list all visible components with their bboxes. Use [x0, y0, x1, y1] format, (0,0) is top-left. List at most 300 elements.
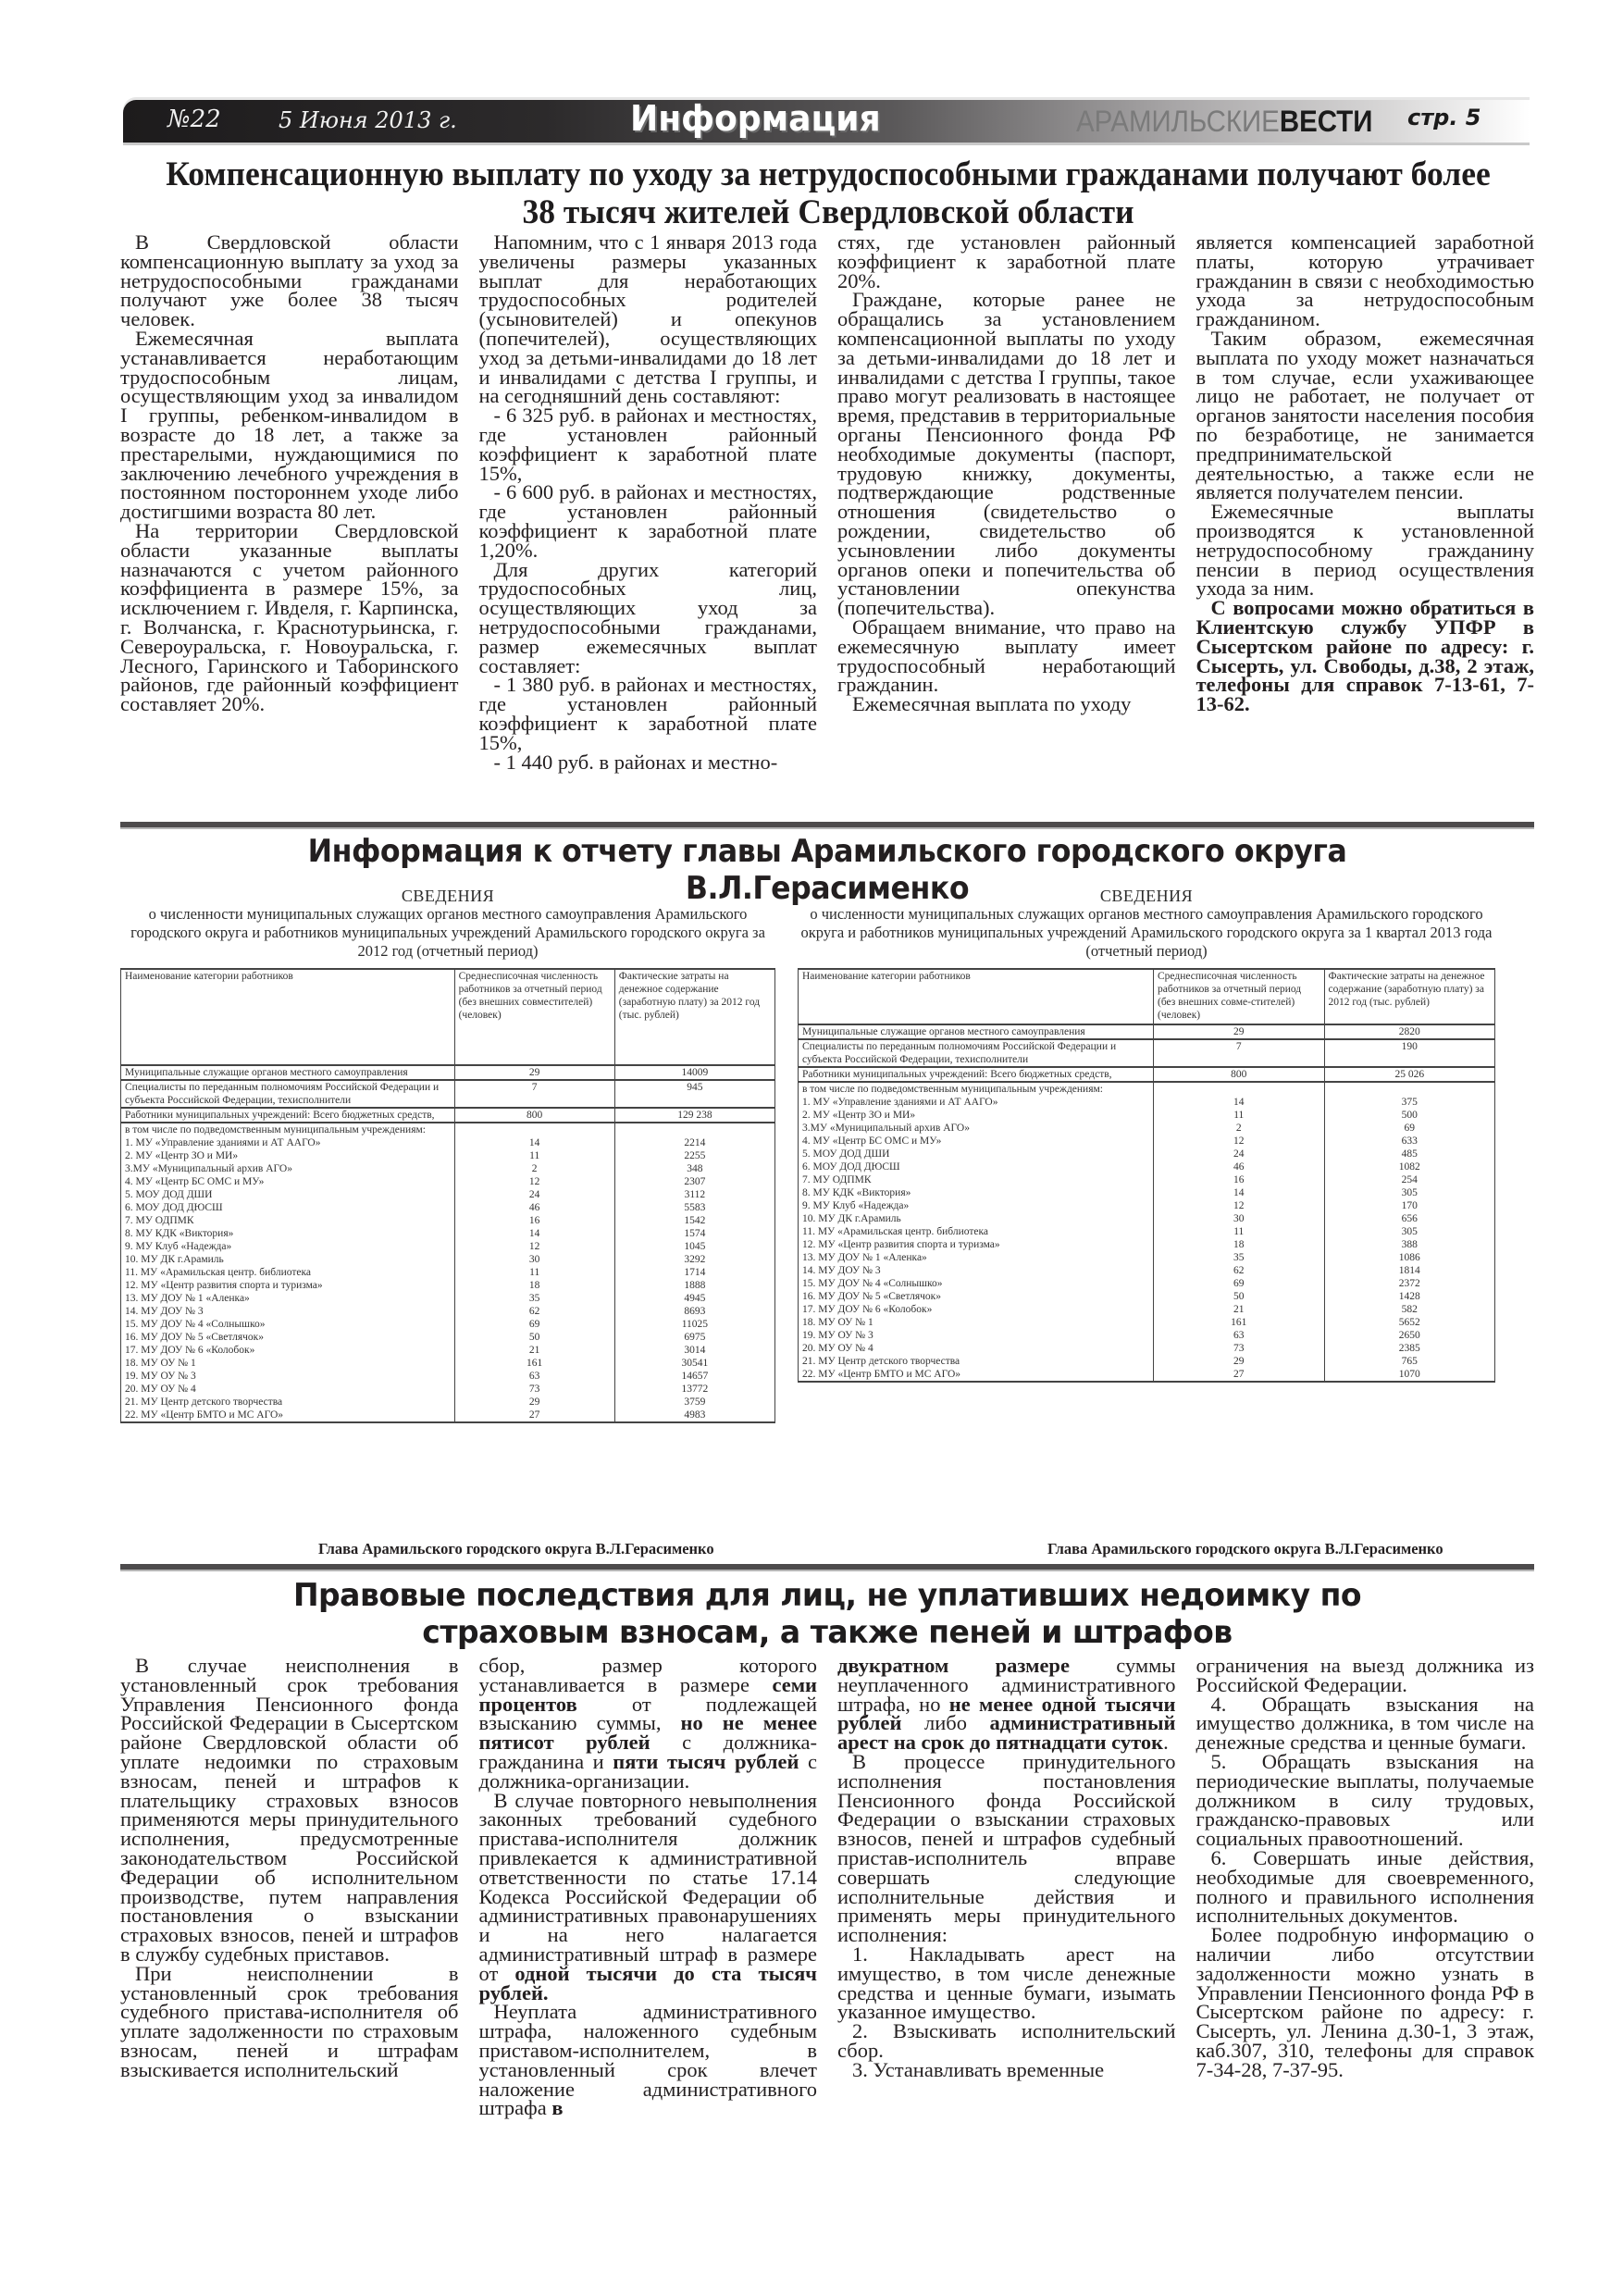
row-cost: 1082 [1324, 1160, 1495, 1173]
row-cost: 6975 [614, 1331, 774, 1344]
row-cost: 30541 [614, 1357, 774, 1370]
row-name: 3.МУ «Муниципальный архив АГО» [799, 1122, 1154, 1135]
paragraph: - 6 600 руб. в районах и местностях, где установлен районный коэффициент к заработной плате 1,20%. [478, 480, 817, 562]
text: В случае повторного невыполнения законных требований судебного пристава-исполнителя должник привлекается к административной ответственности по статье 17.14 Кодекса Российской Федерации об административных правонарушениях и на него налагается административный штраф в размере от [478, 1788, 817, 1985]
article1-column-2 [478, 230, 818, 816]
row-cost: 4945 [614, 1292, 774, 1305]
table-row [121, 1149, 775, 1162]
summary-row [799, 1039, 1495, 1067]
column-header: Среднесписочная численность работников за отчетный период (без внешних совме-стителей) (человек) [1154, 969, 1324, 1024]
row-cost: 2372 [1324, 1277, 1495, 1290]
row-name: 20. МУ ОУ № 4 [121, 1383, 455, 1396]
report-2013q1-table [798, 968, 1495, 1383]
column-header: Среднесписочная численность работников за отчетный период (без внешних совместителей) (человек) [454, 969, 614, 1065]
paragraph: является компенсацией заработной платы, которую утрачивает гражданин в связи с необходимостью ухода за нетрудоспособным гражданином. [1196, 230, 1534, 331]
row-cost: 2385 [1324, 1342, 1495, 1355]
row-count: 11 [454, 1149, 614, 1162]
page-header-bar [123, 100, 1530, 143]
table-row [799, 1316, 1495, 1329]
row-cost: 1428 [1324, 1290, 1495, 1303]
article3-column-2 [478, 1654, 818, 2212]
row-cost: 305 [1324, 1186, 1495, 1199]
row-count: 11 [1154, 1109, 1324, 1122]
row-count: 7 [454, 1080, 614, 1108]
table-row [799, 1290, 1495, 1303]
row-count: 14 [1154, 1186, 1324, 1199]
table-row [121, 1344, 775, 1357]
row-cost: 2307 [614, 1175, 774, 1188]
summary-row [121, 1080, 775, 1108]
row-count: 14 [454, 1227, 614, 1240]
table-row [121, 1292, 775, 1305]
report-2012 [120, 887, 775, 1423]
paragraph: - 1 440 руб. в районах и местно- [493, 750, 778, 774]
row-name: 11. МУ «Арамильская центр. библиотека [121, 1266, 455, 1279]
row-count: 12 [454, 1240, 614, 1253]
table-row [121, 1331, 775, 1344]
table-row [799, 1368, 1495, 1382]
row-cost: 500 [1324, 1109, 1495, 1122]
row-count: 29 [454, 1065, 614, 1080]
table-row [799, 1303, 1495, 1316]
summary-row [121, 1108, 775, 1123]
paragraph [478, 1788, 818, 2004]
row-name: Работники муниципальных учреждений: Всего бюджетных средств, [799, 1067, 1154, 1082]
table-row [799, 1264, 1495, 1277]
paragraph [478, 1654, 818, 1793]
row-cost: 3292 [614, 1253, 774, 1266]
table-row [799, 1135, 1495, 1148]
row-count: 16 [1154, 1173, 1324, 1186]
report-heading [120, 887, 775, 961]
table-row [799, 1277, 1495, 1290]
table-row [121, 1266, 775, 1279]
paragraph: Ежемесячная выплата устанавливается неработающим трудоспособным лицам, осуществляющим уход за инвалидом I группы, ребенком-инвалидом в возрасте до 18 лет, а также за престарелыми, нуждающимися по заключению лечебного учреждения в постоянном постороннем уходе либо достигшими возраста 80 лет. [120, 326, 459, 524]
row-count: 12 [454, 1175, 614, 1188]
paragraph: 3. Устанавливать временные [852, 2057, 1105, 2081]
table-row [799, 1199, 1495, 1212]
row-cost: 11025 [614, 1318, 774, 1331]
issue-number: №22 [167, 105, 221, 133]
text: суммы неуплаченного административного штрафа, но [837, 1654, 1176, 1716]
text: Неуплата административного штрафа, наложенного судебным приставом-исполнителем, в установленный срок влечет наложение административного штрафа [478, 2000, 817, 2120]
row-name: 18. МУ ОУ № 1 [799, 1316, 1154, 1329]
row-count: 73 [454, 1383, 614, 1396]
table-row [799, 1342, 1495, 1355]
row-cost: 388 [1324, 1238, 1495, 1251]
article1-headline: Компенсационную выплату по уходу за нетрудоспособными гражданами получают более 38 тысяч жителей Свердловской области [166, 155, 1491, 231]
row-cost: 3014 [614, 1344, 774, 1357]
row-count: 69 [1154, 1277, 1324, 1290]
paragraph: 1. Накладывать арест на имущество, в том числе денежные средства и ценные бумаги, изымать указанное имущество. [837, 1942, 1176, 2024]
row-name: 10. МУ ДК г.Арамиль [799, 1212, 1154, 1225]
row-cost: 1045 [614, 1240, 774, 1253]
row-count: 12 [1154, 1199, 1324, 1212]
row-cost: 2214 [614, 1136, 774, 1149]
row-cost: 25 026 [1324, 1067, 1495, 1082]
text: . [1163, 1731, 1169, 1755]
row-name: 20. МУ ОУ № 4 [799, 1342, 1154, 1355]
table-row [799, 1173, 1495, 1186]
report-subtitle: о численности муниципальных служащих органов местного самоуправления Арамильского городского округа и работников муниципальных учреждений Арамильского городского округа за 1 квартал 2013 года (отчетный период) [800, 905, 1493, 960]
row-name: Работники муниципальных учреждений: Всего бюджетных средств, [121, 1108, 455, 1123]
row-cost: 4983 [614, 1409, 774, 1422]
row-count: 27 [1154, 1368, 1324, 1382]
table-row [799, 1096, 1495, 1109]
page-number: стр. 5 [1407, 105, 1481, 130]
row-count: 161 [1154, 1316, 1324, 1329]
table-row [121, 1279, 775, 1292]
row-name: 2. МУ «Центр ЗО и МИ» [121, 1149, 455, 1162]
row-name: 5. МОУ ДОД ДШИ [121, 1188, 455, 1201]
row-count: 11 [1154, 1225, 1324, 1238]
text: либо [901, 1711, 990, 1735]
table-row [799, 1251, 1495, 1264]
paragraph: Ежемесячные выплаты производятся к установленной нетрудоспособному гражданину пенсии в период осуществления ухода за ним. [1196, 500, 1534, 601]
empty-cell [454, 1123, 614, 1136]
row-count: 69 [454, 1318, 614, 1331]
text: сбор, размер которого устанавливается в размере [478, 1654, 817, 1696]
row-cost: 8693 [614, 1305, 774, 1318]
row-count: 18 [454, 1279, 614, 1292]
paragraph: 4. Обращать взыскания на имущество должника, в том числе на денежные средства и ценные бумаги. [1196, 1692, 1534, 1755]
table-row [799, 1148, 1495, 1160]
row-name: 9. МУ Клуб «Надежда» [121, 1240, 455, 1253]
row-count: 800 [1154, 1067, 1324, 1082]
summary-row [799, 1024, 1495, 1039]
table-row [121, 1175, 775, 1188]
row-count: 21 [454, 1344, 614, 1357]
row-cost: 129 238 [614, 1108, 774, 1123]
paragraph: При неисполнении в установленный срок требования судебного пристава-исполнителя об уплате задолженности по страховым взносам, пеней и штрафам взыскивается исполнительский [120, 1961, 459, 2081]
article1-column-1 [120, 230, 459, 816]
empty-cell [1324, 1082, 1495, 1096]
article1-body [120, 230, 1534, 816]
row-cost: 305 [1324, 1225, 1495, 1238]
row-cost: 348 [614, 1162, 774, 1175]
table-header-row [799, 969, 1495, 1024]
table-row [799, 1238, 1495, 1251]
row-name: 22. МУ «Центр БМТО и МС АГО» [799, 1368, 1154, 1382]
table-row [121, 1253, 775, 1266]
row-cost: 3759 [614, 1396, 774, 1409]
row-name: 10. МУ ДК г.Арамиль [121, 1253, 455, 1266]
row-count: 63 [454, 1370, 614, 1383]
row-name: 4. МУ «Центр БС ОМС и МУ» [121, 1175, 455, 1188]
row-count: 27 [454, 1409, 614, 1422]
report-2013q1 [798, 887, 1495, 1383]
row-cost: 656 [1324, 1212, 1495, 1225]
row-count: 29 [454, 1396, 614, 1409]
row-name: 18. МУ ОУ № 1 [121, 1357, 455, 1370]
row-count: 46 [454, 1201, 614, 1214]
row-name: 11. МУ «Арамильская центр. библиотека [799, 1225, 1154, 1238]
headline-line-2: страховым взносам, а также пеней и штрафов [422, 1614, 1233, 1651]
row-cost: 3112 [614, 1188, 774, 1201]
bold-text: но не менее пятисот рублей [478, 1711, 817, 1755]
row-count: 63 [1154, 1329, 1324, 1342]
column-header: Наименование категории работников [799, 969, 1154, 1024]
subheader-row [799, 1082, 1495, 1096]
paragraph: На территории Свердловской области указанные выплаты назначаются с учетом районного коэффициента в размере 15%, за исключением г. Ивделя, г. Карпинска, г. Волчанска, г. Краснотурьинска, г. Североуральска, г. Новоуральска, г. Лесного, Гаринского и Таборинского районов, где районный коэффициент составляет 20%. [120, 518, 459, 716]
headline-line-1: Правовые последствия для лиц, не уплативших недоимку по [292, 1577, 1362, 1614]
row-cost: 5583 [614, 1201, 774, 1214]
paragraph: 2. Взыскивать исполнительский сбор. [837, 2019, 1176, 2062]
row-count: 30 [1154, 1212, 1324, 1225]
row-name: 15. МУ ДОУ № 4 «Солнышко» [121, 1318, 455, 1331]
row-name: Специалисты по переданным полномочиям Российской Федерации и субъекта Российской Федерации, техисполнители [799, 1039, 1154, 1067]
row-name: 16. МУ ДОУ № 5 «Светлячок» [121, 1331, 455, 1344]
row-name: 19. МУ ОУ № 3 [799, 1329, 1154, 1342]
row-count: 29 [1154, 1355, 1324, 1368]
text: с должника-организации. [478, 1749, 817, 1793]
row-name: Специалисты по переданным полномочиям Российской Федерации и субъекта Российской Федерации, техисполнители [121, 1080, 455, 1108]
contact-text: С вопросами можно обратиться в Клиентскую службу УПФР в Сысертском районе по адресу: г. Сысерть, ул. Свободы, д.38, 2 этаж, телефоны для справок 7-13-61, 7-13-62. [1196, 596, 1534, 716]
paragraph: - 6 325 руб. в районах и местностях, где установлен районный коэффициент к заработной плате 15%, [478, 403, 817, 485]
row-count: 18 [1154, 1238, 1324, 1251]
report-heading [798, 887, 1495, 961]
paragraph: Для других категорий трудоспособных лиц, осуществляющих уход за нетрудоспособными гражданами, размер ежемесячных выплат составляет: [478, 557, 817, 677]
section-divider [120, 822, 1534, 829]
row-name: 9. МУ Клуб «Надежда» [799, 1199, 1154, 1212]
signature-2013: Глава Арамильского городского округа В.Л.Герасименко [1047, 1540, 1443, 1558]
row-name: 21. МУ Центр детского творчества [121, 1396, 455, 1409]
row-count: 50 [454, 1331, 614, 1344]
brand-bold: ВЕСТИ [1279, 105, 1373, 138]
row-cost: 945 [614, 1080, 774, 1108]
row-count: 29 [1154, 1024, 1324, 1039]
row-count: 30 [454, 1253, 614, 1266]
table-row [121, 1162, 775, 1175]
row-cost: 1574 [614, 1227, 774, 1240]
table-row [121, 1396, 775, 1409]
subheader-row [121, 1123, 775, 1136]
table-row [799, 1355, 1495, 1368]
row-name: 14. МУ ДОУ № 3 [121, 1305, 455, 1318]
row-cost: 254 [1324, 1173, 1495, 1186]
text: от подлежащей взысканию суммы, [478, 1692, 817, 1735]
paragraph: Напомним, что с 1 января 2013 года увеличены размеры указанных выплат для неработающих трудоспособных родителей (усыновителей) и опекунов (попечителей), осуществляющих уход за детьми-инвалидами до 18 лет и инвалидами с детства I группы, и на сегодняшний день составляют: [478, 230, 817, 408]
table-row [799, 1186, 1495, 1199]
row-count: 62 [454, 1305, 614, 1318]
paragraph: Ежемесячная выплата по уходу [852, 692, 1132, 716]
table-row [121, 1383, 775, 1396]
table-row [799, 1160, 1495, 1173]
table-row [121, 1370, 775, 1383]
row-name: 6. МОУ ДОД ДЮСШ [799, 1160, 1154, 1173]
row-count: 161 [454, 1357, 614, 1370]
report-title: СВЕДЕНИЯ [1099, 887, 1194, 905]
bold-text: двукратном размере [837, 1654, 1070, 1677]
summary-row [121, 1065, 775, 1080]
paragraph: стях, где установлен районный коэффициент к заработной плате 20%. [837, 230, 1176, 292]
row-name: Муниципальные служащие органов местного самоуправления [799, 1024, 1154, 1039]
row-count: 35 [1154, 1251, 1324, 1264]
article3-body [120, 1654, 1534, 2212]
report-2012-table [120, 968, 775, 1423]
table-row [121, 1318, 775, 1331]
newspaper-brand [1076, 105, 1372, 139]
article3-headline [142, 1577, 1513, 1651]
table-row [121, 1357, 775, 1370]
empty-cell [1154, 1082, 1324, 1096]
row-cost: 2255 [614, 1149, 774, 1162]
table-row [121, 1136, 775, 1149]
signature-2012: Глава Арамильского городского округа В.Л.Герасименко [318, 1540, 714, 1558]
row-name: 1. МУ «Управление зданиями и АТ ААГО» [121, 1136, 455, 1149]
table-row [799, 1329, 1495, 1342]
row-cost: 2820 [1324, 1024, 1495, 1039]
row-name: 16. МУ ДОУ № 5 «Светлячок» [799, 1290, 1154, 1303]
row-name: 3.МУ «Муниципальный архив АГО» [121, 1162, 455, 1175]
row-cost: 1086 [1324, 1251, 1495, 1264]
table-row [121, 1201, 775, 1214]
row-name: 7. МУ ОДПМК [799, 1173, 1154, 1186]
table-row [121, 1214, 775, 1227]
bold-text: одной тысячи до ста тысяч рублей. [478, 1961, 817, 2004]
section-divider [120, 1564, 1534, 1571]
row-count: 7 [1154, 1039, 1324, 1067]
row-name: 13. МУ ДОУ № 1 «Аленка» [121, 1292, 455, 1305]
column-header: Фактические затраты на денежное содержание (заработную плату) за 2012 год (тыс. рублей) [614, 969, 774, 1065]
row-count: 2 [454, 1162, 614, 1175]
row-name: 8. МУ КДК «Виктория» [799, 1186, 1154, 1199]
row-cost: 1070 [1324, 1368, 1495, 1382]
row-count: 14 [454, 1136, 614, 1149]
paragraph: В случае неисполнения в установленный срок требования Управления Пенсионного фонда Российской Федерации в Сысертском районе Свердловской области об уплате недоимки по страховым взносам, пеней и штрафов к плательщику страховых взносов применяются меры принудительного исполнения, предусмотренные законодательством Российской Федерации об исполнительном производстве, путем направления постановления о взыскании страховых взносов, пеней и штрафов в службу судебных приставов. [120, 1654, 459, 1966]
row-count: 24 [454, 1188, 614, 1201]
row-cost: 633 [1324, 1135, 1495, 1148]
bold-text: не менее одной тысячи рублей [837, 1692, 1176, 1735]
column-header: Наименование категории работников [121, 969, 455, 1065]
report-title: СВЕДЕНИЯ [401, 887, 495, 905]
table-row [121, 1305, 775, 1318]
table-row [799, 1225, 1495, 1238]
article1-column-3 [837, 230, 1176, 816]
paragraph: - 1 380 руб. в районах и местностях, где установлен районный коэффициент к заработной плате 15%, [478, 673, 817, 754]
paragraph: В процессе принудительного исполнения постановления Пенсионного фонда Российской Федерации о взыскании страховых взносов, пеней и штрафов судебный пристав-исполнитель вправе совершать следующие исполнительные действия и применять меры принудительного исполнения: [837, 1749, 1176, 1947]
row-count: 14 [1154, 1096, 1324, 1109]
paragraph [478, 2000, 818, 2120]
row-count: 46 [1154, 1160, 1324, 1173]
empty-cell [614, 1123, 774, 1136]
bold-text: пяти тысяч рублей [613, 1749, 799, 1773]
row-name: 17. МУ ДОУ № 6 «Колобок» [121, 1344, 455, 1357]
paragraph: В Свердловской области компенсационную выплату за уход за нетрудоспособными гражданами получают уже более 38 тысяч человек. [120, 230, 459, 331]
row-cost: 1714 [614, 1266, 774, 1279]
row-count: 2 [1154, 1122, 1324, 1135]
paragraph: Более подробную информацию о наличии либо отсутствии задолженности можно узнать в Управлении Пенсионного фонда РФ в Сысертском районе по адресу: г. Сысерть, ул. Ленина д.30-1, 3 этаж, каб.307, 310, телефоны для справок 7-34-28, 7-37-95. [1196, 1923, 1534, 2081]
row-name: 7. МУ ОДПМК [121, 1214, 455, 1227]
row-count: 12 [1154, 1135, 1324, 1148]
row-name: 14. МУ ДОУ № 3 [799, 1264, 1154, 1277]
table-row [799, 1212, 1495, 1225]
paragraph: 6. Совершать иные действия, необходимые для своевременного, полного и правильного исполнения исполнительных документов. [1196, 1845, 1534, 1928]
article3-column-3 [837, 1654, 1176, 2212]
row-cost: 69 [1324, 1122, 1495, 1135]
paragraph: 5. Обращать взыскания на периодические выплаты, получаемые должником в силу трудовых, гражданско-правовых или социальных правоотношений. [1196, 1749, 1534, 1851]
row-name: 17. МУ ДОУ № 6 «Колобок» [799, 1303, 1154, 1316]
paragraph: Обращаем внимание, что право на ежемесячную выплату имеет трудоспособный неработающий гражданин. [837, 614, 1176, 697]
subheader-text: в том числе по подведомственным муниципальным учреждениям: [799, 1082, 1154, 1096]
table-row [121, 1240, 775, 1253]
paragraph: Таким образом, ежемесячная выплата по уходу может назначаться в том случае, если ухаживающее лицо не работает, не получает от органов занятости населения пособия по безработице, не занимается предпринимательской деятельностью, а также если не является получателем пенсии. [1196, 326, 1534, 504]
row-cost: 582 [1324, 1303, 1495, 1316]
row-cost: 1542 [614, 1214, 774, 1227]
article2-headline: Информация к отчету главы Арамильского городского округа В.Л.Герасименко [307, 833, 1347, 907]
row-cost: 2650 [1324, 1329, 1495, 1342]
row-name: 12. МУ «Центр развития спорта и туризма» [799, 1238, 1154, 1251]
table-row [121, 1409, 775, 1422]
row-name: 15. МУ ДОУ № 4 «Солнышко» [799, 1277, 1154, 1290]
text: с должника-гражданина и [478, 1731, 817, 1773]
row-name: 4. МУ «Центр БС ОМС и МУ» [799, 1135, 1154, 1148]
row-cost: 190 [1324, 1039, 1495, 1067]
report-subtitle: о численности муниципальных служащих органов местного самоуправления Арамильского городского округа и работников муниципальных учреждений Арамильского городского округа за 2012 год (отчетный период) [130, 905, 765, 960]
row-count: 800 [454, 1108, 614, 1123]
paragraph: Граждане, которые ранее не обращались за установлением компенсационной выплаты по уходу за детьми-инвалидами до 18 лет и инвалидами с детства I группы, такое право могут реализовать в настоящее время, представив в территориальные органы Пенсионного фонда РФ необходимые документы (паспорт, трудовую книжку, документы, подтверждающие родственные отношения (свидетельство о рождении, свидетельство об усыновлении либо документы органов опеки и попечительства об установлении опекунства (попечительства). [837, 288, 1176, 620]
paragraph [837, 1654, 1176, 1755]
table-row [121, 1188, 775, 1201]
row-count: 11 [454, 1266, 614, 1279]
row-cost: 14657 [614, 1370, 774, 1383]
table-row [799, 1109, 1495, 1122]
row-cost: 13772 [614, 1383, 774, 1396]
table-row [121, 1227, 775, 1240]
row-name: 2. МУ «Центр ЗО и МИ» [799, 1109, 1154, 1122]
row-name: 12. МУ «Центр развития спорта и туризма» [121, 1279, 455, 1292]
article1-column-4 [1196, 230, 1535, 816]
row-count: 24 [1154, 1148, 1324, 1160]
summary-row [799, 1067, 1495, 1082]
bold-text: семи процентов [478, 1672, 817, 1716]
row-name: 22. МУ «Центр БМТО и МС АГО» [121, 1409, 455, 1422]
row-name: 1. МУ «Управление зданиями и АТ ААГО» [799, 1096, 1154, 1109]
row-name: 6. МОУ ДОД ДЮСШ [121, 1201, 455, 1214]
bold-text: административный арест на срок до пятнадцати суток [837, 1711, 1176, 1755]
row-name: Муниципальные служащие органов местного самоуправления [121, 1065, 455, 1080]
row-count: 35 [454, 1292, 614, 1305]
column-header: Фактические затраты на денежное содержание (заработную плату) за 2012 год (тыс. рублей) [1324, 969, 1495, 1024]
issue-date: 5 Июня 2013 г. [279, 107, 457, 133]
row-name: 13. МУ ДОУ № 1 «Аленка» [799, 1251, 1154, 1264]
row-count: 73 [1154, 1342, 1324, 1355]
article3-column-4 [1196, 1654, 1535, 2212]
row-cost: 5652 [1324, 1316, 1495, 1329]
row-name: 8. МУ КДК «Виктория» [121, 1227, 455, 1240]
row-name: 5. МОУ ДОД ДШИ [799, 1148, 1154, 1160]
subheader-text: в том числе по подведомственным муниципальным учреждениям: [121, 1123, 455, 1136]
row-cost: 1814 [1324, 1264, 1495, 1277]
row-name: 21. МУ Центр детского творчества [799, 1355, 1154, 1368]
paragraph: ограничения на выезд должника из Российской Федерации. [1196, 1654, 1534, 1696]
section-title: Информация [630, 98, 881, 139]
row-count: 50 [1154, 1290, 1324, 1303]
row-cost: 170 [1324, 1199, 1495, 1212]
contact-info [1196, 596, 1535, 716]
table-header-row [121, 969, 775, 1065]
row-name: 19. МУ ОУ № 3 [121, 1370, 455, 1383]
row-cost: 375 [1324, 1096, 1495, 1109]
row-cost: 14009 [614, 1065, 774, 1080]
row-cost: 1888 [614, 1279, 774, 1292]
brand-light: АРАМИЛЬСКИЕ [1076, 105, 1280, 138]
row-count: 21 [1154, 1303, 1324, 1316]
row-count: 62 [1154, 1264, 1324, 1277]
row-count: 16 [454, 1214, 614, 1227]
bold-text: в [551, 2096, 564, 2120]
table-row [799, 1122, 1495, 1135]
